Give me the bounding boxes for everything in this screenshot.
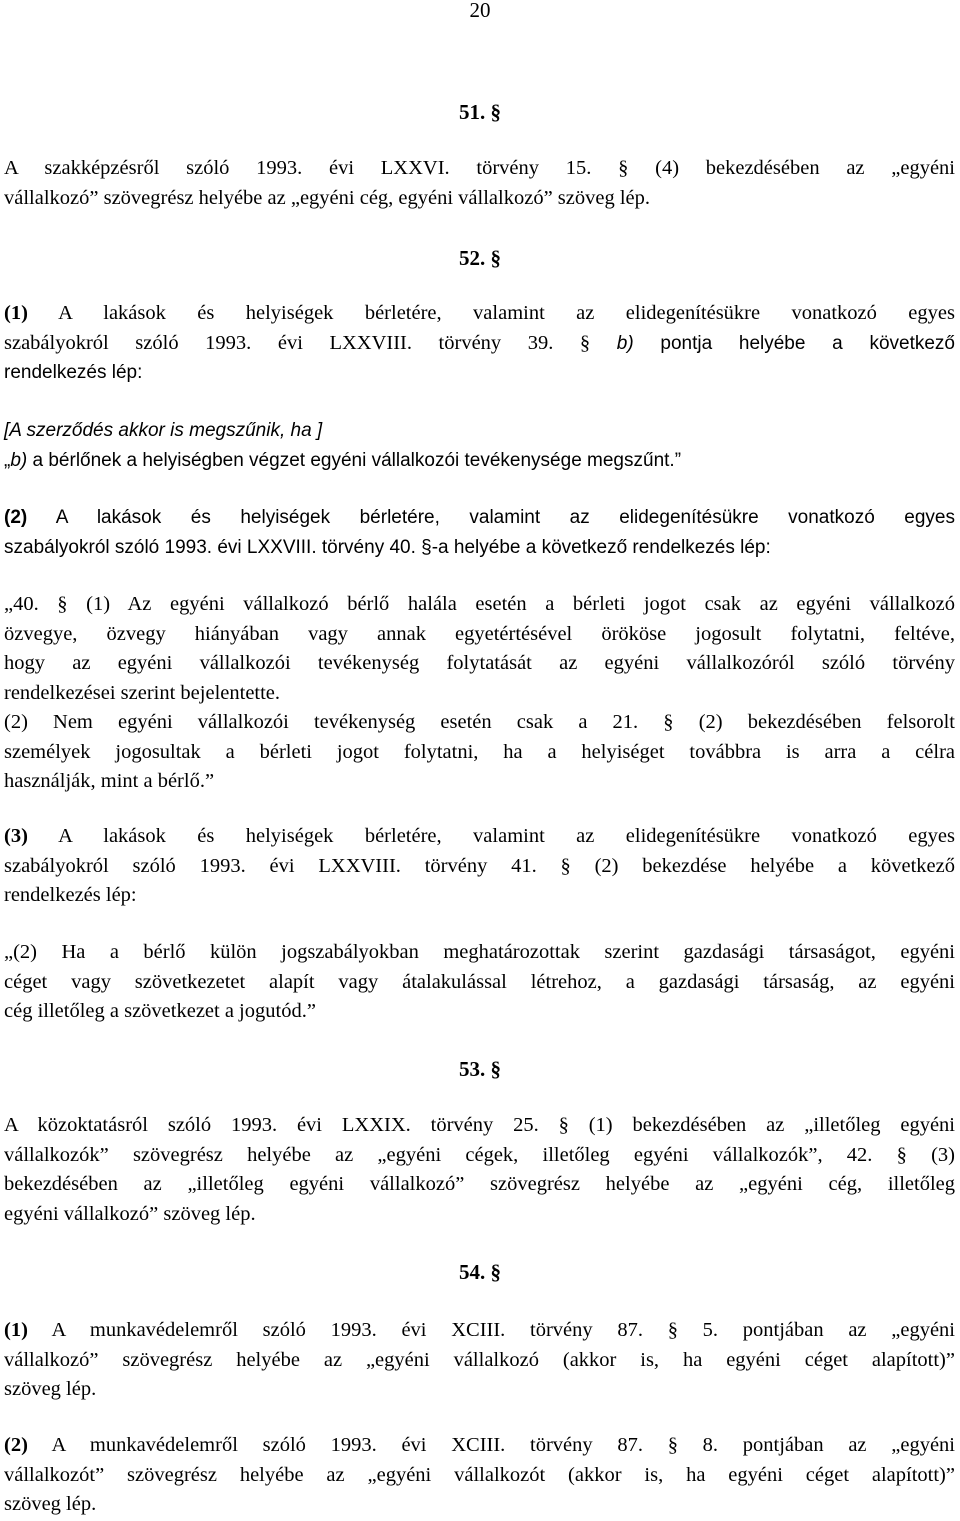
text-fragment: A lakások és helyiségek bérletére, valamint az elidegenítésükre vonatkozó egyes	[27, 825, 955, 847]
paragraph-number: (2)	[4, 507, 28, 528]
text-line: „40. § (1) Az egyéni vállalkozó bérlő halála esetén a bérleti jogot csak az egyéni vállalkozó	[4, 593, 955, 615]
text-fragment: A lakások és helyiségek bérletére, valamint az elidegenítésükre vonatkozó egyes	[27, 302, 955, 324]
point-label: b)	[10, 449, 28, 471]
section-51-paragraph	[4, 154, 955, 213]
text-line	[4, 446, 955, 476]
text-line: használják, mint a bérlő.”	[4, 770, 215, 792]
text-line: szabályokról szóló 1993. évi LXXVIII. törvény 40. §-a helyébe a következő rendelkezés lép:	[4, 536, 771, 558]
text-line: szöveg lép.	[4, 1493, 97, 1515]
text-fragment: A munkavédelemről szóló 1993. évi XCIII. törvény 87. § 8. pontjában az „egyéni	[27, 1434, 955, 1456]
text-line: céget vagy szövetkezetet alapít vagy átalakulással létrehoz, a gazdasági társaság, az egyéni	[4, 970, 955, 993]
text-line: vállalkozót” szövegrész helyébe az „egyéni vállalkozót (akkor is, ha egyéni céget alapított)”	[4, 1463, 955, 1486]
quoted-amendment-3	[4, 938, 955, 1027]
text-line	[4, 299, 955, 329]
text-line: vállalkozó” szövegrész helyébe az „egyéni cég, egyéni vállalkozó” szöveg lép.	[4, 186, 651, 209]
text-line: szöveg lép.	[4, 1378, 97, 1400]
text-line: egyéni vállalkozó” szöveg lép.	[4, 1202, 256, 1225]
section-52-paragraph-2	[4, 503, 955, 562]
text-line: rendelkezés lép:	[4, 362, 143, 383]
text-line: cég illetőleg a szövetkezet a jogutód.”	[4, 1000, 316, 1022]
text-line: özvegye, özvegy hiányában vagy annak egyetértésével örököse jogosult folytatni, feltéve,	[4, 622, 955, 645]
text-line: vállalkozók” szövegrész helyébe az „egyéni cégek, illetőleg egyéni vállalkozók”, 42. § (3)	[4, 1143, 955, 1166]
section-53-paragraph	[4, 1111, 955, 1229]
text-fragment: szabályokról szóló 1993. évi LXXVIII. törvény 39. §	[4, 331, 617, 354]
text-fragment: A lakások és helyiségek bérletére, valamint az elidegenítésükre vonatkozó egyes	[27, 507, 955, 528]
text-line	[4, 1431, 955, 1461]
section-54-paragraph-2	[4, 1431, 955, 1520]
text-line: vállalkozó” szövegrész helyébe az „egyéni vállalkozó (akkor is, ha egyéni céget alapított)”	[4, 1348, 955, 1371]
paragraph-number: (2)	[4, 1434, 28, 1456]
quoted-amendment-2	[4, 590, 955, 797]
text-line: „(2) Ha a bérlő külön jogszabályokban meghatározottak szerint gazdasági társaságot, egyéni	[4, 941, 955, 963]
text-fragment: A munkavédelemről szóló 1993. évi XCIII. törvény 87. § 5. pontjában az „egyéni	[27, 1319, 955, 1341]
text-line: szabályokról szóló 1993. évi LXXVIII. törvény 41. § (2) bekezdése helyébe a következő	[4, 854, 955, 877]
section-heading-53: 53. §	[459, 1057, 501, 1081]
text-line: hogy az egyéni vállalkozói tevékenység folytatását az egyéni vállalkozóról szóló törvény	[4, 652, 955, 674]
page-number: 20	[469, 0, 491, 22]
text-line	[4, 329, 955, 359]
text-line: (2) Nem egyéni vállalkozói tevékenység esetén csak a 21. § (2) bekezdésében felsorolt	[4, 711, 955, 733]
bracket-context: [A szerződés akkor is megszűnik, ha ]	[4, 420, 323, 441]
section-54-paragraph-1	[4, 1316, 955, 1405]
text-line: rendelkezés lép:	[4, 884, 137, 906]
point-label: b)	[616, 332, 634, 354]
section-52-paragraph-1	[4, 299, 955, 388]
section-heading-54: 54. §	[459, 1260, 501, 1284]
text-fragment: a bérlőnek a helyiségben végzet egyéni vállalkozói tevékenysége megszűnt.”	[27, 449, 682, 471]
text-line: rendelkezései szerint bejelentette.	[4, 681, 281, 704]
text-line: személyek jogosultak a bérleti jogot folytatni, ha a helyiséget továbbra is arra a célra	[4, 740, 955, 763]
paragraph-number: (3)	[4, 825, 28, 847]
text-line: A közoktatásról szóló 1993. évi LXXIX. törvény 25. § (1) bekezdésében az „illetőleg egyéni	[4, 1114, 955, 1136]
section-heading-52: 52. §	[459, 246, 501, 270]
text-line: A szakképzésről szóló 1993. évi LXXVI. törvény 15. § (4) bekezdésében az „egyéni	[4, 157, 955, 179]
text-line	[4, 822, 955, 852]
quoted-amendment-1	[4, 416, 955, 475]
section-heading-51: 51. §	[459, 100, 501, 124]
text-line	[4, 1316, 955, 1346]
open-quote: „	[4, 449, 11, 471]
section-52-paragraph-3	[4, 822, 955, 911]
text-fragment: pontja helyébe a következő	[633, 332, 955, 354]
paragraph-number: (1)	[4, 1319, 28, 1341]
text-line: bekezdésében az „illetőleg egyéni vállalkozó” szövegrész helyébe az „egyéni cég, illetőleg	[4, 1173, 955, 1195]
paragraph-number: (1)	[4, 302, 28, 324]
text-line	[4, 503, 955, 533]
